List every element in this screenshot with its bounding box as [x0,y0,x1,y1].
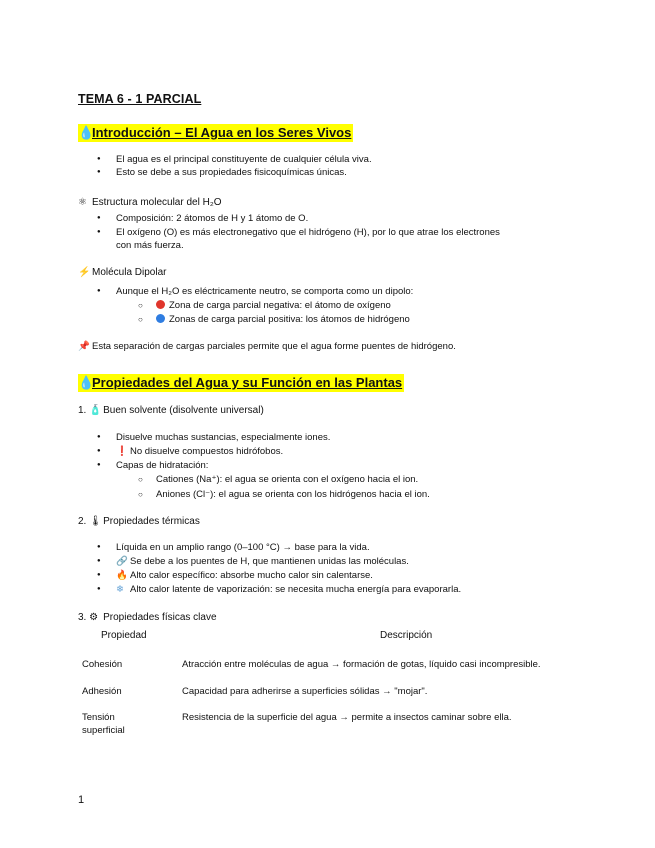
list-item: ● ❄ Alto calor latente de vaporización: se necesita mucha energía para evaporarla. [116,583,461,596]
intro-heading-text: Introducción – El Agua en los Seres Vivos [92,125,352,140]
intro-heading [78,124,353,142]
table-cell-property: Cohesión [82,659,123,670]
fire-icon: 🔥 [116,570,128,581]
page-number: 1 [78,794,85,806]
flask-icon: 🧴 [89,405,102,416]
hydration-subbullets [156,473,430,501]
table-cell-property: Tensión superficial [82,712,125,736]
list-item: ● Composición: 2 átomos de H y 1 átomo de O. [116,212,500,225]
list-item: ○ Zonas de carga parcial positiva: los átomos de hidrógeno [156,313,410,326]
snowflake-icon: ❄ [116,584,124,595]
physical-heading: 3. ⚙ Propiedades físicas clave [78,612,217,623]
list-item: ○ Cationes (Na⁺): el agua se orienta con el oxígeno hacia el ion. [156,473,430,486]
list-item: ● ❗ No disuelve compuestos hidrófobos. [116,445,330,458]
thermal-bullets [116,541,461,596]
list-item: ● 🔗 Se debe a los puentes de H, que mantienen unidas las moléculas. [116,555,461,568]
list-item: ● Aunque el H₂O es eléctricamente neutro, se comporta como un dipolo: [116,285,413,298]
table-cell-description: Capacidad para adherirse a superficies sólidas → "mojar". [182,686,428,697]
list-item-continuation: con más fuerza. [116,240,184,251]
solvent-bullets [116,431,330,472]
lightning-icon: ⚡ [78,267,91,278]
exclamation-icon: ❗ [116,446,128,457]
properties-heading [78,374,404,392]
blue-circle-icon [156,314,165,323]
table-cell-description: Atracción entre moléculas de agua → formación de gotas, líquido casi incompresible. [182,659,541,670]
list-item: ● El agua es el principal constituyente de cualquier célula viva. [116,153,372,166]
list-item: ● Líquida en un amplio rango (0–100 °C) → base para la vida. [116,541,461,554]
table-header-description: Descripción [380,630,433,641]
solvent-heading: 1. 🧴 Buen solvente (disolvente universal) [78,405,264,416]
dipole-bullets [116,285,413,298]
thermometer-icon: 🌡 [89,516,102,527]
list-item: ● Capas de hidratación: [116,459,330,472]
gear-icon: ⚙ [89,612,99,623]
droplet-icon: 💧 [78,125,95,140]
molecular-heading: ⚛ Estructura molecular del H₂O [78,197,222,208]
list-item: ● Esto se debe a sus propiedades fisicoquímicas únicas. [116,166,372,179]
pushpin-icon: 📌 [78,341,90,352]
list-item: ○ Aniones (Cl⁻): el agua se orienta con los hidrógenos hacia el ion. [156,488,430,501]
thermal-heading: 2. 🌡Propiedades térmicas [78,516,200,527]
atom-icon: ⚛ [78,197,87,208]
dipole-heading: ⚡ Molécula Dipolar [78,267,167,278]
document-title: TEMA 6 - 1 PARCIAL [78,92,202,106]
table-header-property: Propiedad [101,630,147,641]
list-item: ● El oxígeno (O) es más electronegativo que el hidrógeno (H), por lo que atrae los electrones [116,226,500,239]
list-item: ● Disuelve muchas sustancias, especialmente iones. [116,431,330,444]
droplet-icon: 💧 [78,375,95,390]
hydrogen-bond-note: 📌 Esta separación de cargas parciales permite que el agua forme puentes de hidrógeno. [78,341,456,352]
properties-heading-text: Propiedades del Agua y su Función en las Plantas [92,375,403,390]
table-cell-description: Resistencia de la superficie del agua → permite a insectos caminar sobre ella. [182,712,512,723]
dna-link-icon: 🔗 [116,556,128,567]
intro-bullets [116,153,372,179]
dipole-subbullets [156,299,410,326]
red-circle-icon [156,300,165,309]
list-item: ○ Zona de carga parcial negativa: el átomo de oxígeno [156,299,410,312]
table-cell-property: Adhesión [82,686,122,697]
molecular-bullets [116,212,500,252]
list-item: ● 🔥 Alto calor específico: absorbe mucho calor sin calentarse. [116,569,461,582]
